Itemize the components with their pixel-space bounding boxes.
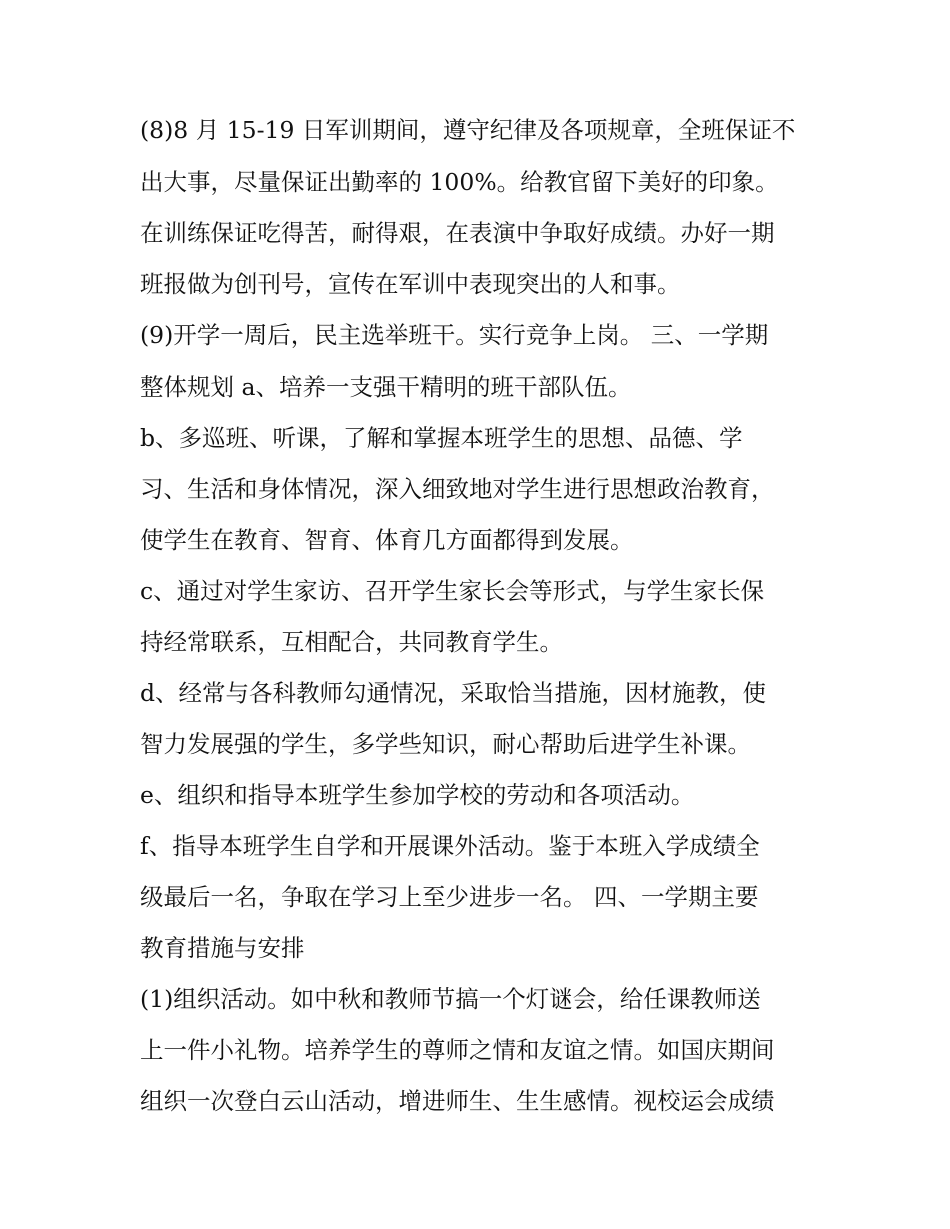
text-line: 智力发展强的学生，多学些知识，耐心帮助后进学生补课。 (140, 730, 751, 758)
text-line: (8)8 月 15-19 日军训期间，遵守纪律及各项规章，全班保证不 (140, 116, 796, 144)
text-line: 班报做为创刊号，宣传在军训中表现突出的人和事。 (140, 270, 681, 298)
text-line: 上一件小礼物。培养学生的尊师之情和友谊之情。如国庆期间 (140, 1036, 775, 1064)
text-line: c、通过对学生家访、召开学生家长会等形式，与学生家长保 (140, 577, 765, 605)
text-line: 习、生活和身体情况，深入细致地对学生进行思想政治教育， (140, 475, 775, 503)
text-line: 持经常联系，互相配合，共同教育学生。 (140, 628, 563, 656)
text-line: (1)组织活动。如中秋和教师节搞一个灯谜会，给任课教师送 (140, 985, 761, 1013)
text-line: d、经常与各科教师勾通情况，采取恰当措施，因材施教，使 (140, 679, 767, 707)
text-line: (9)开学一周后，民主选举班干。实行竞争上岗。 三、一学期 (140, 321, 769, 349)
text-line: 整体规划 a、培养一支强干精明的班干部队伍。 (140, 373, 632, 401)
text-line: 组织一次登白云山活动，增进师生、生生感情。视校运会成绩 (140, 1087, 775, 1115)
text-line: b、多巡班、听课，了解和掌握本班学生的思想、品德、学 (140, 424, 743, 452)
text-line: 在训练保证吃得苦，耐得艰，在表演中争取好成绩。办好一期 (140, 219, 775, 247)
text-line: 教育措施与安排 (140, 934, 305, 962)
text-line: 级最后一名，争取在学习上至少进步一名。 四、一学期主要 (140, 883, 759, 911)
text-line: 使学生在教育、智育、体育几方面都得到发展。 (140, 526, 634, 554)
text-line: 出大事，尽量保证出勤率的 100%。给教官留下美好的印象。 (140, 168, 779, 196)
text-line: e、组织和指导本班学生参加学校的劳动和各项活动。 (140, 781, 695, 809)
text-line: f、指导本班学生自学和开展课外活动。鉴于本班入学成绩全 (140, 832, 760, 860)
